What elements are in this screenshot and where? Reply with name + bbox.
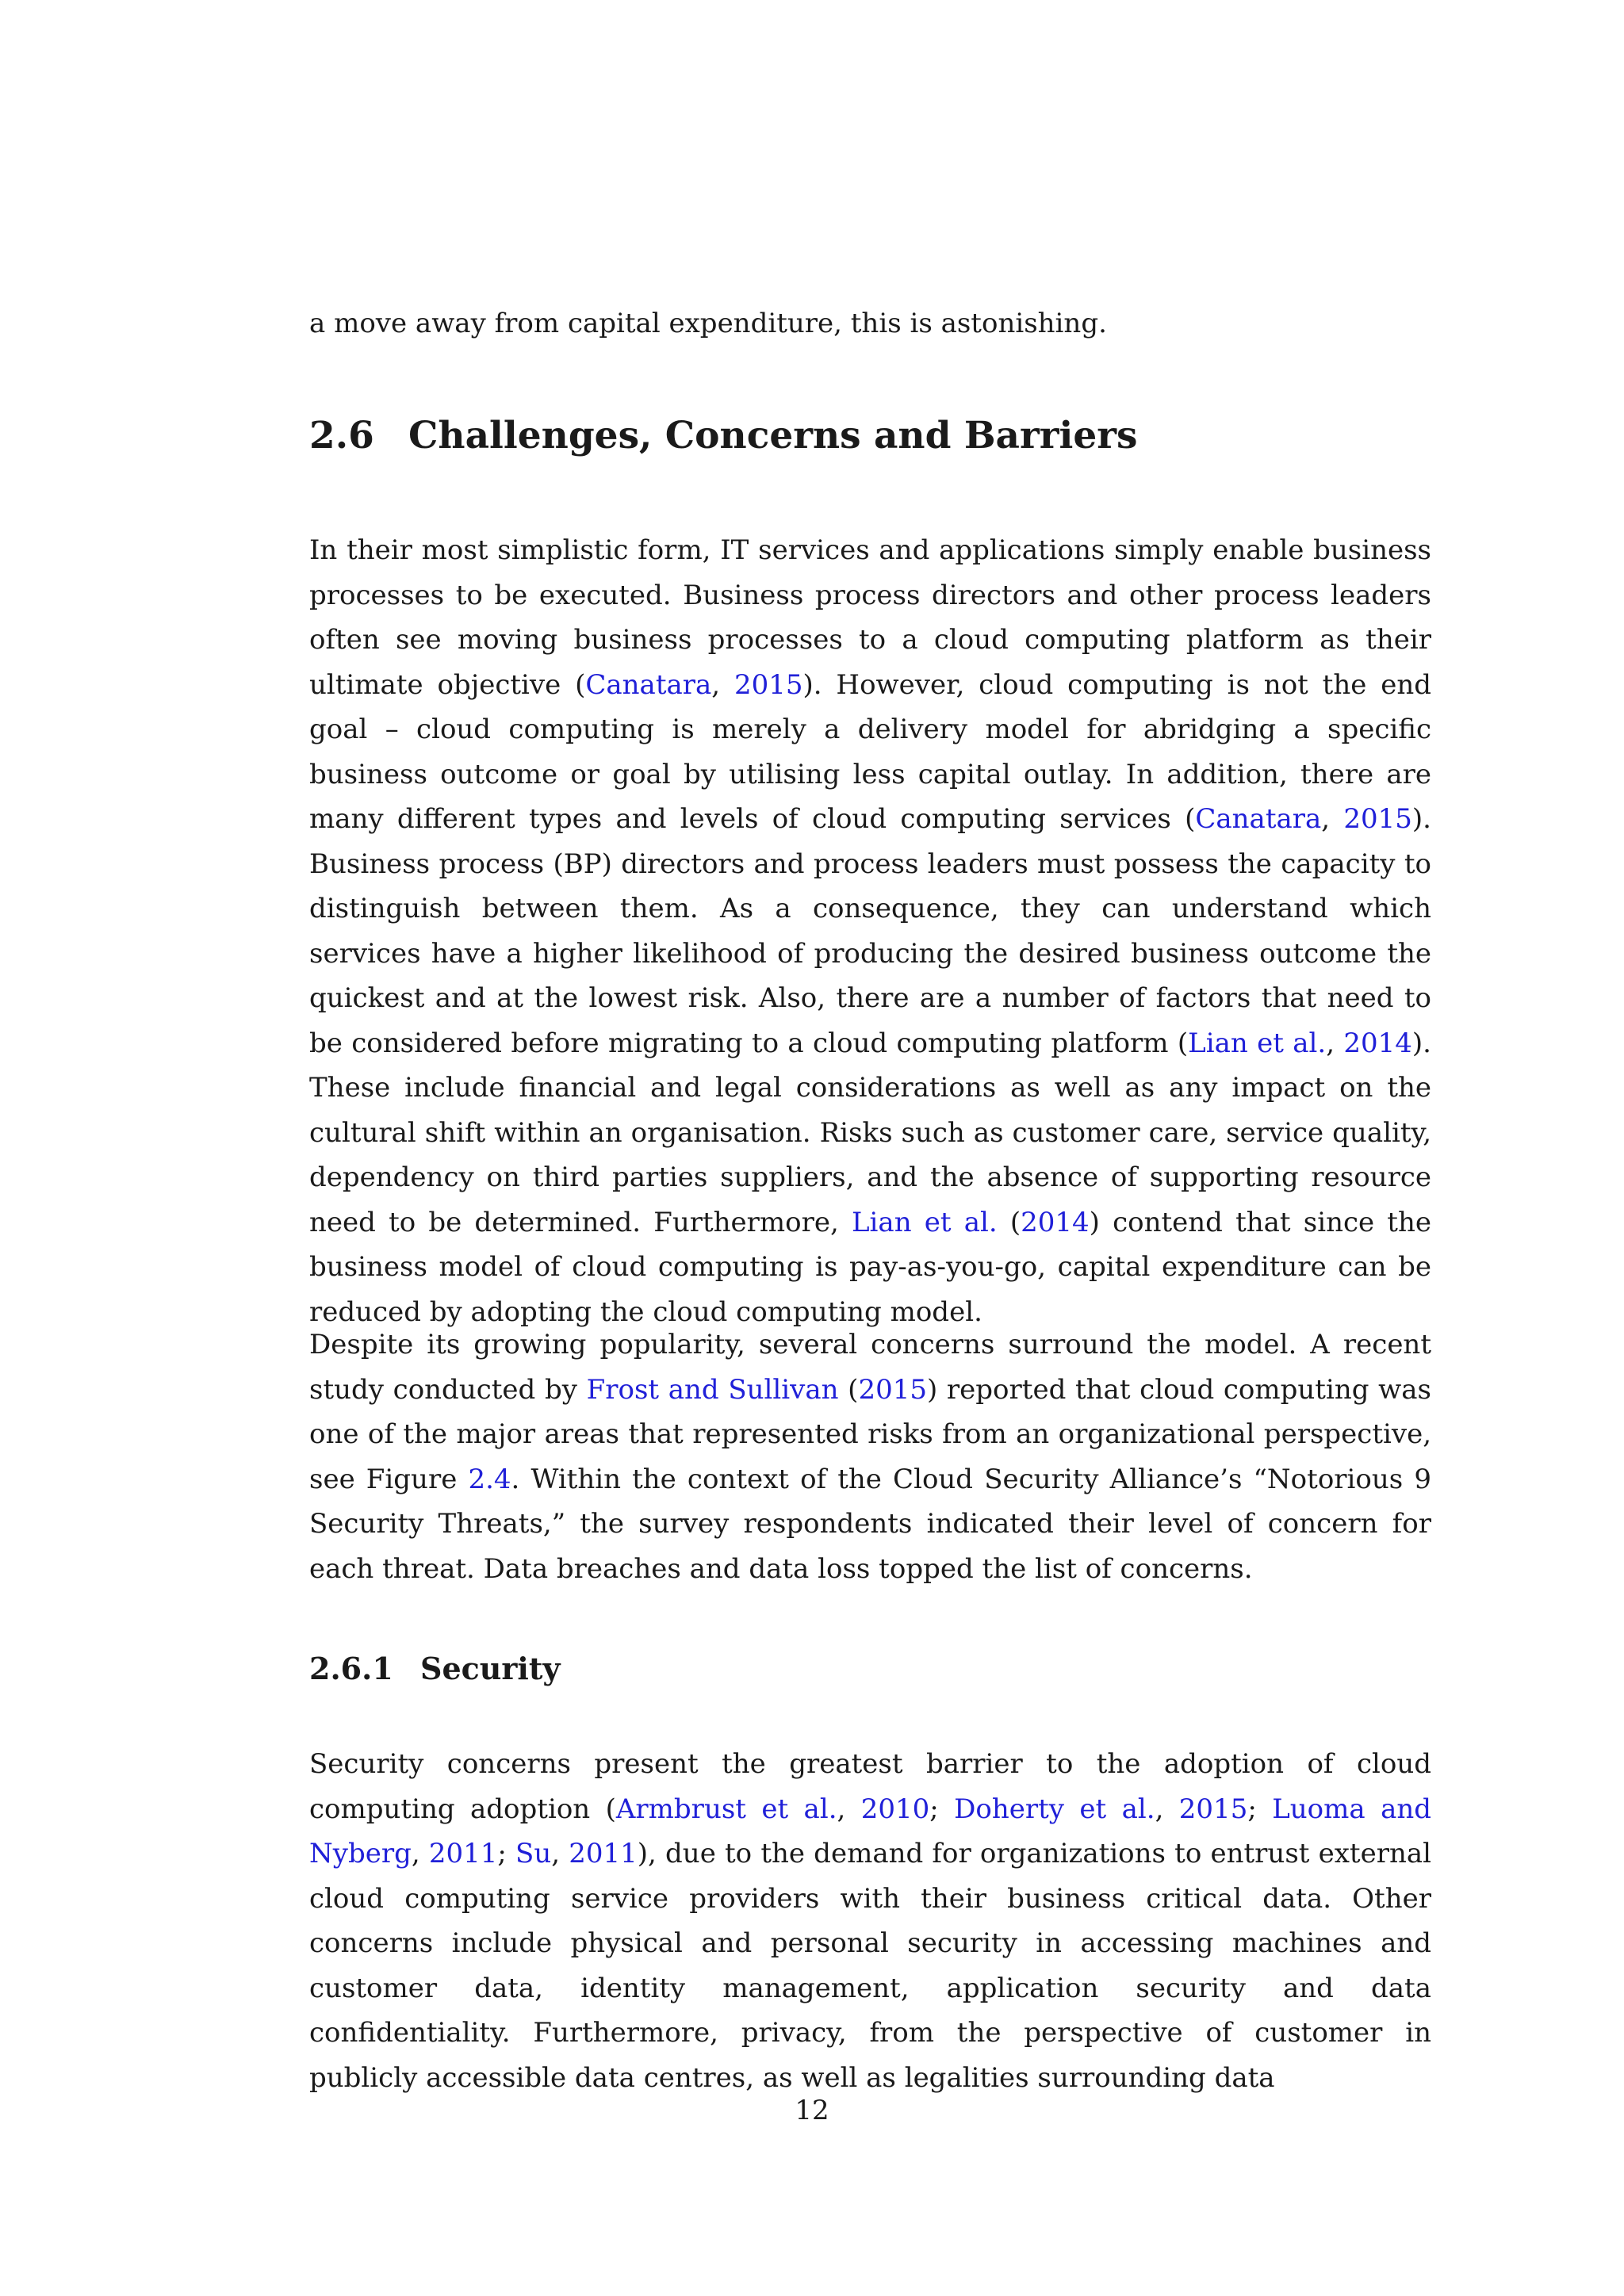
citation-link[interactable]: Armbrust et al.: [615, 1793, 837, 1825]
citation-year-link[interactable]: 2015: [858, 1373, 927, 1406]
paragraph-text: ,: [711, 668, 734, 701]
citation-link[interactable]: Su: [515, 1838, 552, 1869]
subsection-heading: [309, 1649, 560, 1689]
paragraph-text: ;: [929, 1793, 955, 1825]
paragraph-text: ,: [1321, 803, 1344, 835]
paragraph-text: ). However, cloud computing is not the end goal – cloud computing is merely a delivery model for abridging a specific business outcome or goal by utilising less capital outlay. In addition, there are many different types and levels of cloud computing services (: [309, 668, 1431, 835]
paragraph-text: ,: [411, 1838, 429, 1869]
paragraph-1: [309, 528, 1431, 1334]
paragraph-text: ,: [1155, 1793, 1179, 1825]
citation-year-link[interactable]: 2011: [569, 1838, 638, 1869]
citation-year-link[interactable]: 2010: [860, 1793, 930, 1825]
paragraph-text: ,: [837, 1793, 861, 1825]
lead-paragraph: a move away from capital expenditure, this is astonishing.: [309, 308, 1107, 339]
paragraph-text: ;: [1247, 1793, 1273, 1825]
section-heading: [309, 412, 1138, 460]
citation-year-link[interactable]: 2015: [1343, 803, 1412, 835]
citation-link[interactable]: Canatara: [1195, 803, 1322, 835]
paragraph-text: ). Business process (BP) directors and process leaders must possess the capacity to distinguish between them. As a consequence, they can understand which services have a higher likelihood of producing the desired business outcome the quickest and at the lowest risk. Also, there are a number of factors that need to be considered before migrating to a cloud computing platform (: [309, 803, 1431, 1059]
citation-link[interactable]: Lian et al.: [1188, 1027, 1327, 1059]
citation-link[interactable]: Lian et al.: [851, 1206, 998, 1238]
subsection-title: Security: [420, 1651, 561, 1686]
paragraph-text: ,: [551, 1838, 569, 1869]
paragraph-text: ) contend that since the business model of cloud computing is pay-as-you-go, capital expenditure can be reduced by adopting the cloud computing model.: [309, 1206, 1431, 1328]
section-number: 2.6: [309, 414, 374, 457]
citation-link[interactable]: Doherty et al.: [954, 1793, 1155, 1825]
citation-year-link[interactable]: 2014: [1021, 1206, 1090, 1238]
paragraph-text: Despite its growing popularity, several concerns surround the model. A recent study conducted by: [309, 1329, 1431, 1406]
paragraph-text: ,: [1326, 1027, 1344, 1059]
paragraph-text: ;: [497, 1838, 516, 1869]
section-title: Challenges, Concerns and Barriers: [408, 414, 1138, 457]
citation-link[interactable]: Frost and Sullivan: [586, 1373, 839, 1406]
citation-year-link[interactable]: 2015: [1178, 1793, 1248, 1825]
paragraph-text: Security concerns present the greatest barrier to the adoption of cloud computing adoption (: [309, 1748, 1431, 1825]
paragraph-text: . Within the context of the Cloud Security Alliance’s “Notorious 9 Security Threats,” the survey respondents indicated their level of concern for each threat. Data breaches and data loss topped the list of concerns.: [309, 1463, 1431, 1585]
paragraph-text: ), due to the demand for organizations to entrust external cloud computing service providers with their business critical data. Other concerns include physical and personal security in accessing machines and customer data, identity management, application security and data confidentiality. Furthermore, privacy, from the perspective of customer in publicly accessible data centres, as well as legalities surrounding data: [309, 1838, 1431, 2094]
citation-link[interactable]: Luoma and Nyberg: [309, 1793, 1432, 1869]
figure-link[interactable]: 2.4: [468, 1463, 511, 1495]
paragraph-text: In their most simplistic form, IT services and applications simply enable business processes to be executed. Business process directors and other process leaders often see moving business processes to a cloud computing platform as their ultimate objective (: [309, 534, 1431, 701]
citation-year-link[interactable]: 2011: [428, 1838, 498, 1869]
citation-year-link[interactable]: 2015: [733, 668, 803, 701]
citation-link[interactable]: Canatara: [585, 668, 712, 701]
paragraph-text: ). These include financial and legal considerations as well as any impact on the cultural shift within an organisation. Risks such as customer care, service quality, dependency on third parties suppliers, and the absence of supporting resource need to be determined. Furthermore,: [309, 1027, 1431, 1238]
page-number: 12: [795, 2095, 829, 2126]
subsection-number: 2.6.1: [309, 1651, 393, 1686]
paragraph-text: (: [997, 1206, 1021, 1238]
paragraph-text: (: [838, 1373, 859, 1406]
citation-year-link[interactable]: 2014: [1343, 1027, 1412, 1059]
paragraph-2: [309, 1322, 1431, 1591]
paragraph-3: [309, 1742, 1431, 2100]
paragraph-text: ) reported that cloud computing was one of the major areas that represented risks from an organizational perspective, see Figure: [309, 1373, 1431, 1495]
